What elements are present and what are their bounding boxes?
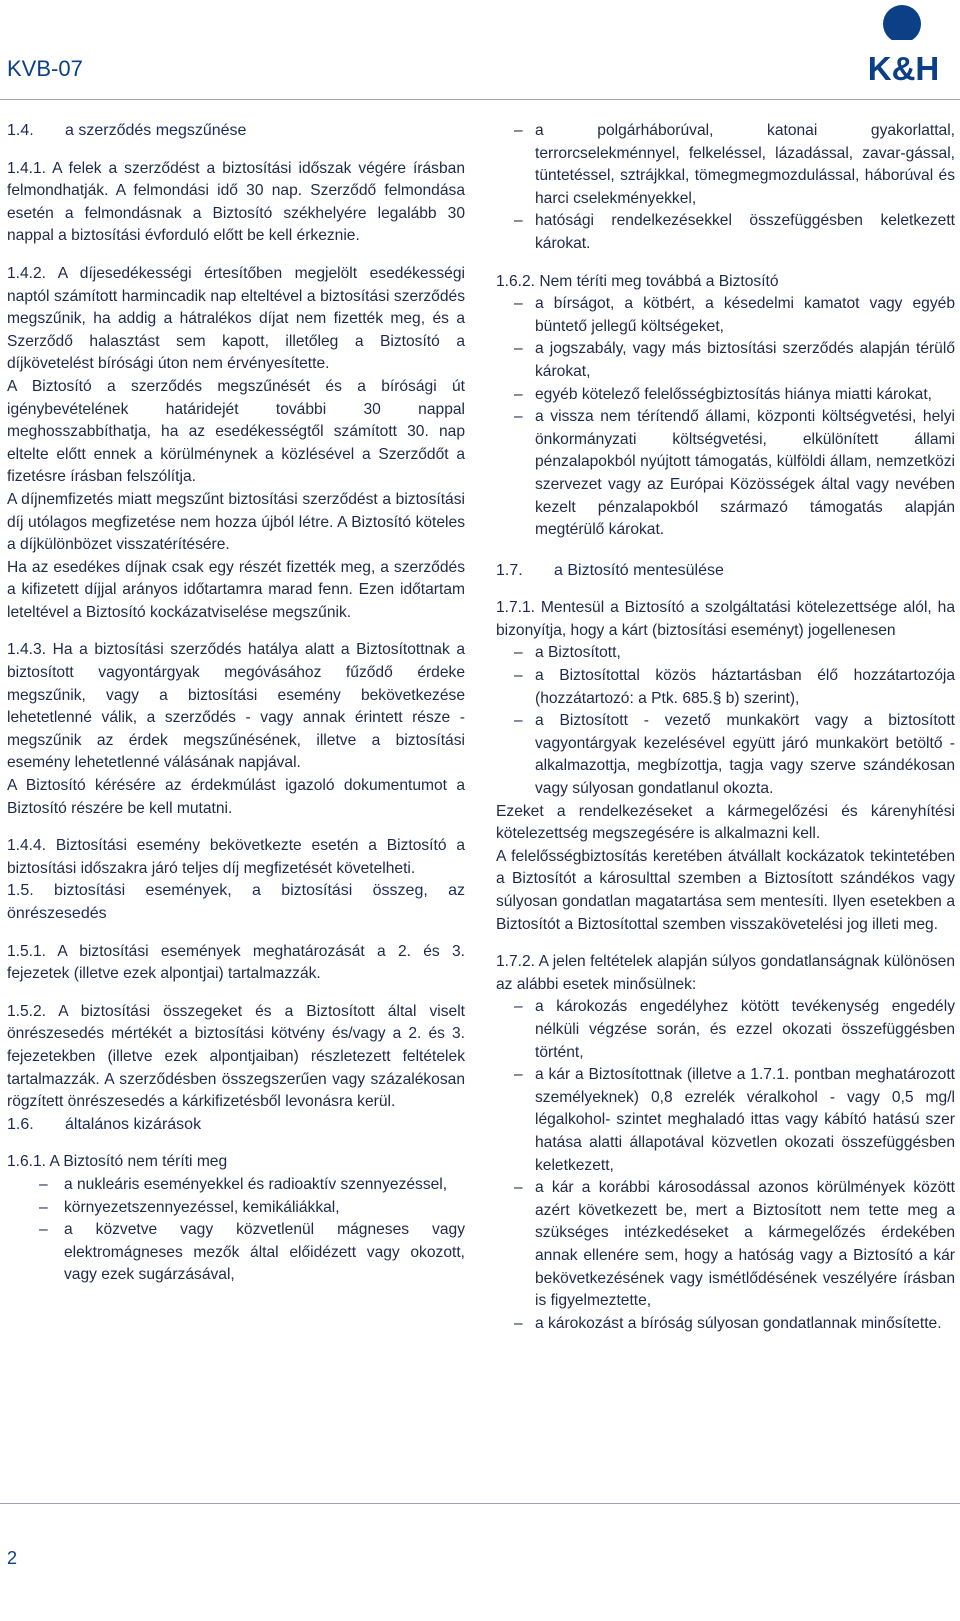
paragraph-1-4-1: 1.4.1. A felek a szerződést a biztosítási időszak végére írásban felmondhatják. A felmondási idő 30 nap. Szerződő felmondása esetén a felmondásnak a Biztosító székhelyére legalább 30 nappal a biztosítási évforduló előtt be kell érkeznie. [7, 159, 465, 245]
dash-marker: – [514, 340, 523, 358]
list-item: – a bírságot, a kötbért, a késedelmi kamatot vagy egyéb büntető jellegű költségeket, [514, 295, 955, 335]
exclusion-list-continued [496, 120, 955, 256]
list-item: – a polgárháborúval, katonai gyakorlattal, terrorcselekménnyel, felkeléssel, lázadással, zavar-gással, tüntetéssel, sztrájkkal, tömegmegmozdulással, háborúval és harci cselekményekkel, [514, 122, 955, 207]
paragraph-1-6-2: 1.6.2. Nem téríti meg továbbá a Biztosító [496, 272, 779, 290]
list-item: – a károkozást a bíróság súlyosan gondatlannak minősítette. [496, 1313, 955, 1336]
list-item: – a Biztosítottal közös háztartásban élő hozzátartozója (hozzátartozó: a Ptk. 685.§ b) szerint), [514, 667, 955, 707]
section-number: 1.6. [7, 1115, 34, 1133]
paragraph-1-7-2: 1.7.2. A jelen feltételek alapján súlyos gondatlanságnak különösen az alábbi esetek minősülnek: [496, 953, 955, 993]
dash-marker: – [514, 408, 523, 426]
paragraph-1-7-1-c: A felelősségbiztosítás keretében átvállalt kockázatok tekintetében a Biztosítót a károsulttal szemben a Biztosított szándékos vagy súlyosan gondatlan magatartása sem mentesíti. Ilyen esetekben a Biztosítót a Biztosítottal szemben visszakövetelési jog illeti meg. [496, 847, 955, 933]
section-number: 1.4. [7, 122, 34, 139]
paragraph-1-4-3: 1.4.3. Ha a biztosítási szerződés hatálya alatt a Biztosítottnak a biztosított vagyontárgyak megóvásához fűződő érdeke megszűnik, vagy a biztosítási esemény bekövetkezése lehetetlenné válik, a szerződés - vagy annak érintett része - megszűnik az érdek megszűnésének, illetve a biztosítási esemény lehetetlenné válásának napjával. [7, 641, 465, 772]
section-title: a Biztosító mentesülése [554, 561, 724, 579]
kh-logo [852, 4, 955, 84]
list-item: – a károkozás engedélyhez kötött tevékenység engedély nélküli végzése során, és ezzel okozati összefüggésben történt, [514, 998, 955, 1061]
left-column [7, 120, 465, 1287]
list-item: – a közvetve vagy közvetlenül mágneses vagy elektromágneses mezők által előidézett vagy okozott, vagy ezek sugárzásával, [39, 1221, 465, 1284]
exemption-list [496, 642, 955, 800]
right-column [496, 120, 955, 1335]
list-item: – a kár a Biztosítottnak (illetve a 1.7.1. pontban meghatározott személyeknek) 0,8 ezrelék véralkohol - vagy 0,5 mg/l légalkohol- szintet meghaladó ittas vagy kábító hatású szer hatása alatti állapotával közvetlen okozati összefüggésben keletkezett, [514, 1066, 955, 1174]
dash-marker: – [514, 667, 523, 685]
dash-marker: – [39, 1175, 48, 1193]
paragraph-1-4-2-b: A Biztosító a szerződés megszűnését és a bírósági út igénybevételének határidejét további 30 nappal meghosszabbíthatja, ha az esedékességtől számított 30. nap eltelte előtt ennek a körülménynek a közlésével a Szerződőt a fizetésre írásban felszólítja. [7, 377, 465, 486]
section-heading-1-7 [496, 560, 955, 583]
list-item: – környezetszennyezéssel, kemikáliákkal, [7, 1197, 465, 1220]
paragraph-1-5-2: 1.5.2. A biztosítási összegeket és a Biztosított által viselt önrészesedés mértékét a biztosítási kötvény és/vagy a 2. és 3. fejezetekben (illetve ezek alpontjaiban) részletezett feltételek tartalmazzák. A szerződésben összegszerűen vagy százalékosan rögzített önrészesedés a kárkifizetésből levonásra kerül. [7, 1002, 465, 1111]
non-covered-list [496, 293, 955, 542]
list-item: – a vissza nem térítendő állami, központi költségvetési, helyi önkormányzati költségvetési, elkülönített állami pénzalapokból nyújtott támogatás, külföldi állam, nemzetközi szervezet vagy az Európai Közösségek által vagy nevében kezelt pénzalapokból származó támogatás alapján megtérülő károkat. [514, 408, 955, 539]
dash-marker: – [514, 122, 523, 139]
section-title: a szerződés megszűnése [65, 122, 247, 139]
paragraph-1-4-2-d: Ha az esedékes díjnak csak egy részét fizették meg, a szerződés a kifizetett díjjal arányos időtartamra marad fenn. Ezen időtartam leteltével a Biztosító kockázatviselése megszűnik. [7, 558, 465, 621]
list-item: – egyéb kötelező felelősségbiztosítás hiánya miatti károkat, [496, 384, 955, 407]
exclusion-list [7, 1174, 465, 1287]
dash-marker: – [514, 212, 523, 230]
dash-marker: – [514, 998, 523, 1016]
list-item: – a kár a korábbi károsodással azonos körülmények között azért következett be, mert a Biztosított nem tette meg a szükséges intézkedéseket a kármegelőzés érdekében annak ellenére sem, hogy a hatóság vagy a Biztosító a kár bekövetkezésének vagy ismétlődésének veszélyére írásban is figyelmeztette, [514, 1179, 955, 1310]
paragraph-1-7-1: 1.7.1. Mentesül a Biztosító a szolgáltatási kötelezettsége alól, ha bizonyítja, hogy a kárt (biztosítási eseményt) jogellenesen [496, 599, 955, 639]
section-heading-1-4 [7, 120, 465, 143]
dash-marker: – [514, 712, 523, 730]
dash-marker: – [514, 385, 523, 403]
paragraph-1-5-1: 1.5.1. A biztosítási események meghatározását a 2. és 3. fejezetek (illetve ezek alpontjai) tartalmazzák. [7, 942, 465, 983]
list-item: – a jogszabály, vagy más biztosítási szerződés alapján térülő károkat, [514, 340, 955, 380]
dash-marker: – [39, 1198, 48, 1216]
section-number: 1.7. [496, 561, 523, 579]
dash-marker: – [514, 644, 523, 662]
list-item: – a Biztosított, [496, 642, 955, 665]
section-title: általános kizárások [65, 1115, 202, 1133]
paragraph-1-7-1-b: Ezeket a rendelkezéseket a kármegelőzési és kárenyhítési kötelezettség megszegésére is alkalmazni kell. [496, 802, 955, 843]
logo-text: K&H [867, 50, 940, 84]
dash-marker: – [514, 1066, 523, 1084]
header-divider [0, 99, 960, 100]
section-heading-1-6 [7, 1114, 465, 1137]
gross-negligence-list [496, 996, 955, 1335]
paragraph-1-4-3-b: A Biztosító kérésére az érdekmúlást igazoló dokumentumot a Biztosító részére be kell mutatni. [7, 777, 465, 817]
list-item: – a nukleáris eseményekkel és radioaktív szennyezéssel, [7, 1174, 465, 1197]
footer-divider [0, 1503, 960, 1504]
list-item: – hatósági rendelkezésekkel összefüggésben keletkezett károkat. [514, 212, 955, 252]
paragraph-1-4-2: 1.4.2. A díjesedékességi értesítőben megjelölt esedékességi naptól számított harmincadik nap elteltével a biztosítási szerződés megszűnik, ha addig a hátralékos díjat nem fizették meg, és a Szerződő halasztást sem kapott, illetőleg a Biztosító a díjkövetelést bírósági úton nem érvényesítette. [7, 264, 465, 373]
paragraph-1-4-2-c: A díjnemfizetés miatt megszűnt biztosítási szerződést a biztosítási díj utólagos megfizetése nem hozza újból létre. A Biztosító köteles a díjkülönbözet visszatérítésére. [7, 490, 465, 554]
dash-marker: – [514, 295, 523, 313]
list-item: – a Biztosított - vezető munkakört vagy a biztosított vagyontárgyak kezelésével együtt járó munkakört betöltő - alkalmazottja, megbízottja, tagja vagy szerve szándékosan vagy súlyosan gondatlanul okozta. [514, 712, 955, 798]
page-number: 2 [7, 1548, 18, 1568]
paragraph-1-6-1: 1.6.1. A Biztosító nem téríti meg [7, 1153, 228, 1171]
document-code: KVB-07 [7, 56, 83, 81]
section-heading-1-5: 1.5. biztosítási események, a biztosítási összeg, az önrészesedés [7, 882, 465, 922]
dash-marker: – [514, 1314, 523, 1332]
paragraph-1-4-4: 1.4.4. Biztosítási esemény bekövetkezte esetén a Biztosító a biztosítási időszakra járó teljes díj megfizetését követelheti. [7, 837, 465, 877]
dash-marker: – [514, 1179, 523, 1197]
dash-marker: – [39, 1221, 48, 1239]
